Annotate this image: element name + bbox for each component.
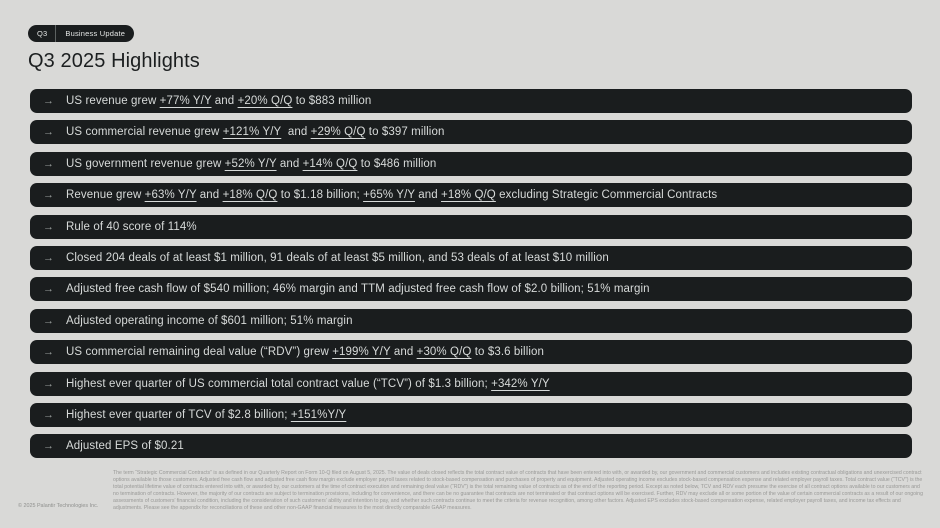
arrow-right-icon: → [43,126,54,139]
copyright-text: © 2025 Palantir Technologies Inc. [18,503,99,509]
highlight-row [30,434,912,458]
footnote-text: The term “Strategic Commercial Contracts” is as defined in our Quarterly Report on Form 10-Q filed on August 5, 2025. The value of deals closed reflects the total contract value of contracts that have been entered into with, or awarded by, our government and commercial customers and includes existing contractual obligations and unexercised contract options available to those customers. Adjusted free cash flow and adjusted free cash flow margin exclude employer payroll taxes related to stock-based compensation and purchases of property and equipment. Adjusted operating income excludes stock-based compensation expense and related employer payroll taxes. Total contract value (“TCV”) is the total potential lifetime value of contracts entered into with, or awarded by, our customers at the time of contract execution and remaining deal value (“RDV”) is the total remaining value of contracts as of the end of the reporting period. Except as noted below, TCV and RDV each presume the exercise of all contract options available to our customers and no termination of contracts. However, the majority of our contracts are subject to termination provisions, including for convenience, and there can be no guarantee that contracts are not terminated or that contract options will be exercised. Further, RDV may exclude all or some portion of the value of certain commercial contracts as a result of our ongoing assessments of customers’ financial condition, including the consideration of such customers’ ability and intention to pay, and whether such contracts continue to meet the criteria for revenue recognition, among other factors. Adjusted EPS excludes stock-based compensation expense, related employer payroll taxes, and income tax effects and adjustments. Please see the appendix for reconciliations of these and other non-GAAP financial measures to the most directly comparable GAAP measures. [113,470,923,511]
metric-underlined: +63% Y/Y [144,189,197,202]
highlight-row [30,152,912,176]
arrow-right-icon: → [43,157,54,170]
metric-text: to $486 million [357,157,437,170]
highlight-row [30,309,912,333]
metric-underlined: +14% Q/Q [302,157,358,170]
metric-text: Adjusted EPS of $0.21 [66,440,184,453]
highlights-list [30,89,912,458]
highlight-row [30,120,912,144]
metric-text: to $1.18 billion; [277,189,364,202]
metric-text: Revenue grew [66,189,145,202]
metric-underlined: +65% Y/Y [363,189,415,202]
metric-underlined: +30% Q/Q [416,346,472,359]
metric-underlined: +342% Y/Y [491,377,550,390]
highlight-text [66,409,346,421]
badge-quarter-label: Q3 [37,29,48,38]
highlight-text [66,126,444,138]
arrow-right-icon: → [43,95,54,107]
metric-underlined: +29% Q/Q [310,126,366,139]
metric-text: Adjusted free cash flow of $540 million; 46% margin and TTM adjusted free cash flow of $2.0 billion; 51% margin [66,283,650,296]
arrow-right-icon: → [43,251,54,264]
highlight-row [30,246,912,270]
highlight-text [66,440,184,452]
page-title: Q3 2025 Highlights [28,50,200,72]
arrow-right-icon: → [43,408,54,421]
metric-text: Rule of 40 score of 114% [66,220,197,233]
metric-text: Highest ever quarter of TCV of $2.8 billion; [66,408,291,421]
badge-update-label: Business Update [65,29,126,38]
metric-underlined: +77% Y/Y [159,95,212,107]
metric-underlined: +199% Y/Y [332,346,391,359]
arrow-right-icon: → [43,346,54,359]
highlight-row [30,340,912,364]
highlight-text [66,346,544,358]
metric-text: to $883 million [292,95,372,107]
arrow-right-icon: → [43,283,54,296]
metric-text: and [281,126,311,139]
highlight-row [30,183,912,207]
metric-underlined: +18% Q/Q [441,189,496,202]
highlight-text [66,158,436,170]
metric-underlined: +18% Q/Q [222,189,278,202]
arrow-right-icon: → [43,440,54,453]
highlight-text [66,252,609,264]
highlight-text [66,378,550,390]
metric-underlined: +20% Q/Q [237,95,293,107]
highlight-text [66,315,353,327]
metric-text: US government revenue grew [66,157,225,170]
arrow-right-icon: → [43,314,54,327]
metric-text: US revenue grew [66,95,160,107]
metric-underlined: +151%Y/Y [290,408,347,421]
metric-underlined: +52% Y/Y [224,157,277,170]
metric-text: US commercial remaining deal value (“RDV”) grew [66,346,333,359]
metric-underlined: +121% Y/Y [222,126,282,139]
highlight-row [30,89,912,113]
highlight-row [30,277,912,301]
metric-text: and [211,95,238,107]
metric-text: and [196,189,223,202]
metric-text: Highest ever quarter of US commercial total contract value (“TCV”) of $1.3 billion; [66,377,492,390]
highlight-text [66,95,371,107]
metric-text: US commercial revenue grew [66,126,223,139]
metric-text: Adjusted operating income of $601 million; 51% margin [66,314,353,327]
highlight-row [30,372,912,396]
highlight-row [30,215,912,239]
highlight-text [66,189,717,201]
highlight-row [30,403,912,427]
arrow-right-icon: → [43,220,54,233]
metric-text: and [414,189,442,202]
arrow-right-icon: → [43,377,54,390]
metric-text: to $3.6 billion [471,346,545,359]
arrow-right-icon: → [43,189,54,202]
highlight-text [66,283,650,295]
metric-text: and [390,346,417,359]
metric-text: excluding Strategic Commercial Contracts [495,189,718,202]
metric-text: Closed 204 deals of at least $1 million, 91 deals of at least $5 million, and 53 deals of at least $10 million [66,251,609,264]
metric-text: to $397 million [365,126,445,139]
quarter-badge [28,25,134,42]
metric-text: and [276,157,303,170]
highlight-text [66,221,197,233]
